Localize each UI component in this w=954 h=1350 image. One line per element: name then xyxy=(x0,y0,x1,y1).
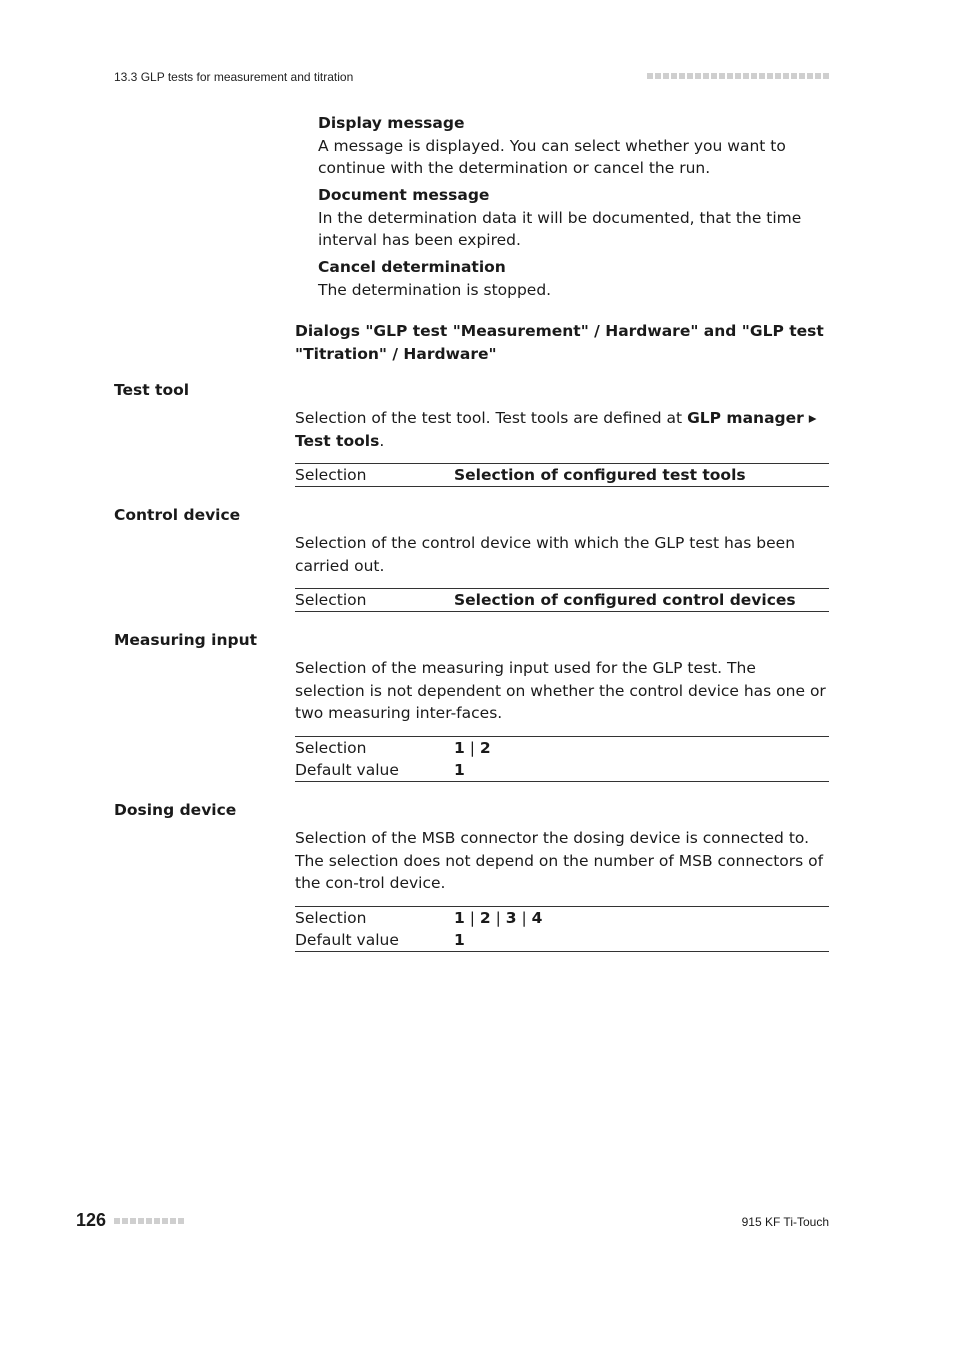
footer-decoration-squares xyxy=(114,1218,184,1224)
option-description: A message is displayed. You can select whether you want to continue with the determination or cancel the run. xyxy=(318,136,786,177)
param-label: Default value xyxy=(295,761,399,779)
decoration-square xyxy=(647,73,653,79)
table-row xyxy=(295,737,829,760)
param-table-measuring-input xyxy=(295,736,829,782)
section-title-control-device: Control device xyxy=(114,506,241,524)
decoration-square xyxy=(687,73,693,79)
decoration-square xyxy=(783,73,789,79)
decoration-square xyxy=(743,73,749,79)
decoration-square xyxy=(759,73,765,79)
decoration-square xyxy=(655,73,661,79)
param-label: Selection xyxy=(295,909,367,927)
table-row xyxy=(295,589,829,612)
decoration-square xyxy=(735,73,741,79)
param-label: Default value xyxy=(295,931,399,949)
option-title: Display message xyxy=(318,114,465,132)
menu-path-test-tools: Test tools xyxy=(295,431,380,450)
decoration-square xyxy=(679,73,685,79)
param-label: Selection xyxy=(295,739,367,757)
param-table-test-tool xyxy=(295,463,829,487)
decoration-square xyxy=(170,1218,176,1224)
decoration-square xyxy=(711,73,717,79)
decoration-square xyxy=(823,73,829,79)
param-table-dosing-device xyxy=(295,906,829,952)
decoration-square xyxy=(114,1218,120,1224)
decoration-square xyxy=(154,1218,160,1224)
param-table-control-device xyxy=(295,588,829,612)
option-description: The determination is stopped. xyxy=(318,280,552,299)
table-row xyxy=(295,759,829,782)
section-description-dosing-device: Selection of the MSB connector the dosing device is connected to. The selection does not depend on the number of MSB connectors of the con-trol device. xyxy=(295,829,824,892)
desc-text: Selection of the test tool. Test tools are defined at xyxy=(295,409,688,427)
desc-text: . xyxy=(379,431,385,450)
decoration-square xyxy=(146,1218,152,1224)
decoration-square xyxy=(671,73,677,79)
dialogs-heading: Dialogs "GLP test "Measurement" / Hardware" and "GLP test "Titration" / Hardware" xyxy=(295,322,824,363)
decoration-square xyxy=(178,1218,184,1224)
param-value: Selection of configured control devices xyxy=(454,591,796,609)
param-value: 1 xyxy=(454,761,465,779)
decoration-square xyxy=(791,73,797,79)
decoration-square xyxy=(719,73,725,79)
decoration-square xyxy=(138,1218,144,1224)
decoration-square xyxy=(130,1218,136,1224)
decoration-square xyxy=(695,73,701,79)
path-arrow: ▸ xyxy=(803,409,817,427)
param-value: 1 | 2 | 3 | 4 xyxy=(454,909,543,927)
section-title-dosing-device: Dosing device xyxy=(114,801,237,819)
decoration-square xyxy=(751,73,757,79)
decoration-square xyxy=(162,1218,168,1224)
section-description-measuring-input: Selection of the measuring input used for the GLP test. The selection is not dependent on whether the control device has one or two measuring inter-faces. xyxy=(295,659,826,722)
running-header-section: 13.3 GLP tests for measurement and titration xyxy=(114,70,354,84)
section-description-test-tool xyxy=(295,407,830,452)
param-value: Selection of configured test tools xyxy=(454,466,746,484)
option-cancel-determination xyxy=(318,256,830,301)
page-number: 126 xyxy=(76,1210,107,1230)
param-value: 1 xyxy=(454,931,465,949)
decoration-square xyxy=(703,73,709,79)
decoration-square xyxy=(815,73,821,79)
decoration-square xyxy=(807,73,813,79)
param-label: Selection xyxy=(295,591,367,609)
menu-path-glp-manager: GLP manager xyxy=(687,409,804,427)
decoration-square xyxy=(663,73,669,79)
option-title: Cancel determination xyxy=(318,258,506,276)
option-title: Document message xyxy=(318,186,490,204)
section-description-control-device: Selection of the control device with which the GLP test has been carried out. xyxy=(295,534,796,575)
section-title-measuring-input: Measuring input xyxy=(114,631,258,649)
product-name: 915 KF Ti-Touch xyxy=(741,1215,829,1229)
decoration-square xyxy=(727,73,733,79)
decoration-square xyxy=(775,73,781,79)
decoration-square xyxy=(767,73,773,79)
decoration-square xyxy=(122,1218,128,1224)
option-display-message xyxy=(318,112,830,180)
section-title-test-tool: Test tool xyxy=(114,381,190,399)
option-description: In the determination data it will be documented, that the time interval has been expired. xyxy=(318,208,802,249)
param-label: Selection xyxy=(295,466,367,484)
table-row xyxy=(295,929,829,952)
param-value: 1 | 2 xyxy=(454,739,491,757)
table-row xyxy=(295,907,829,930)
option-document-message xyxy=(318,184,830,252)
header-decoration-squares xyxy=(647,73,829,79)
decoration-square xyxy=(799,73,805,79)
table-row xyxy=(295,464,829,487)
